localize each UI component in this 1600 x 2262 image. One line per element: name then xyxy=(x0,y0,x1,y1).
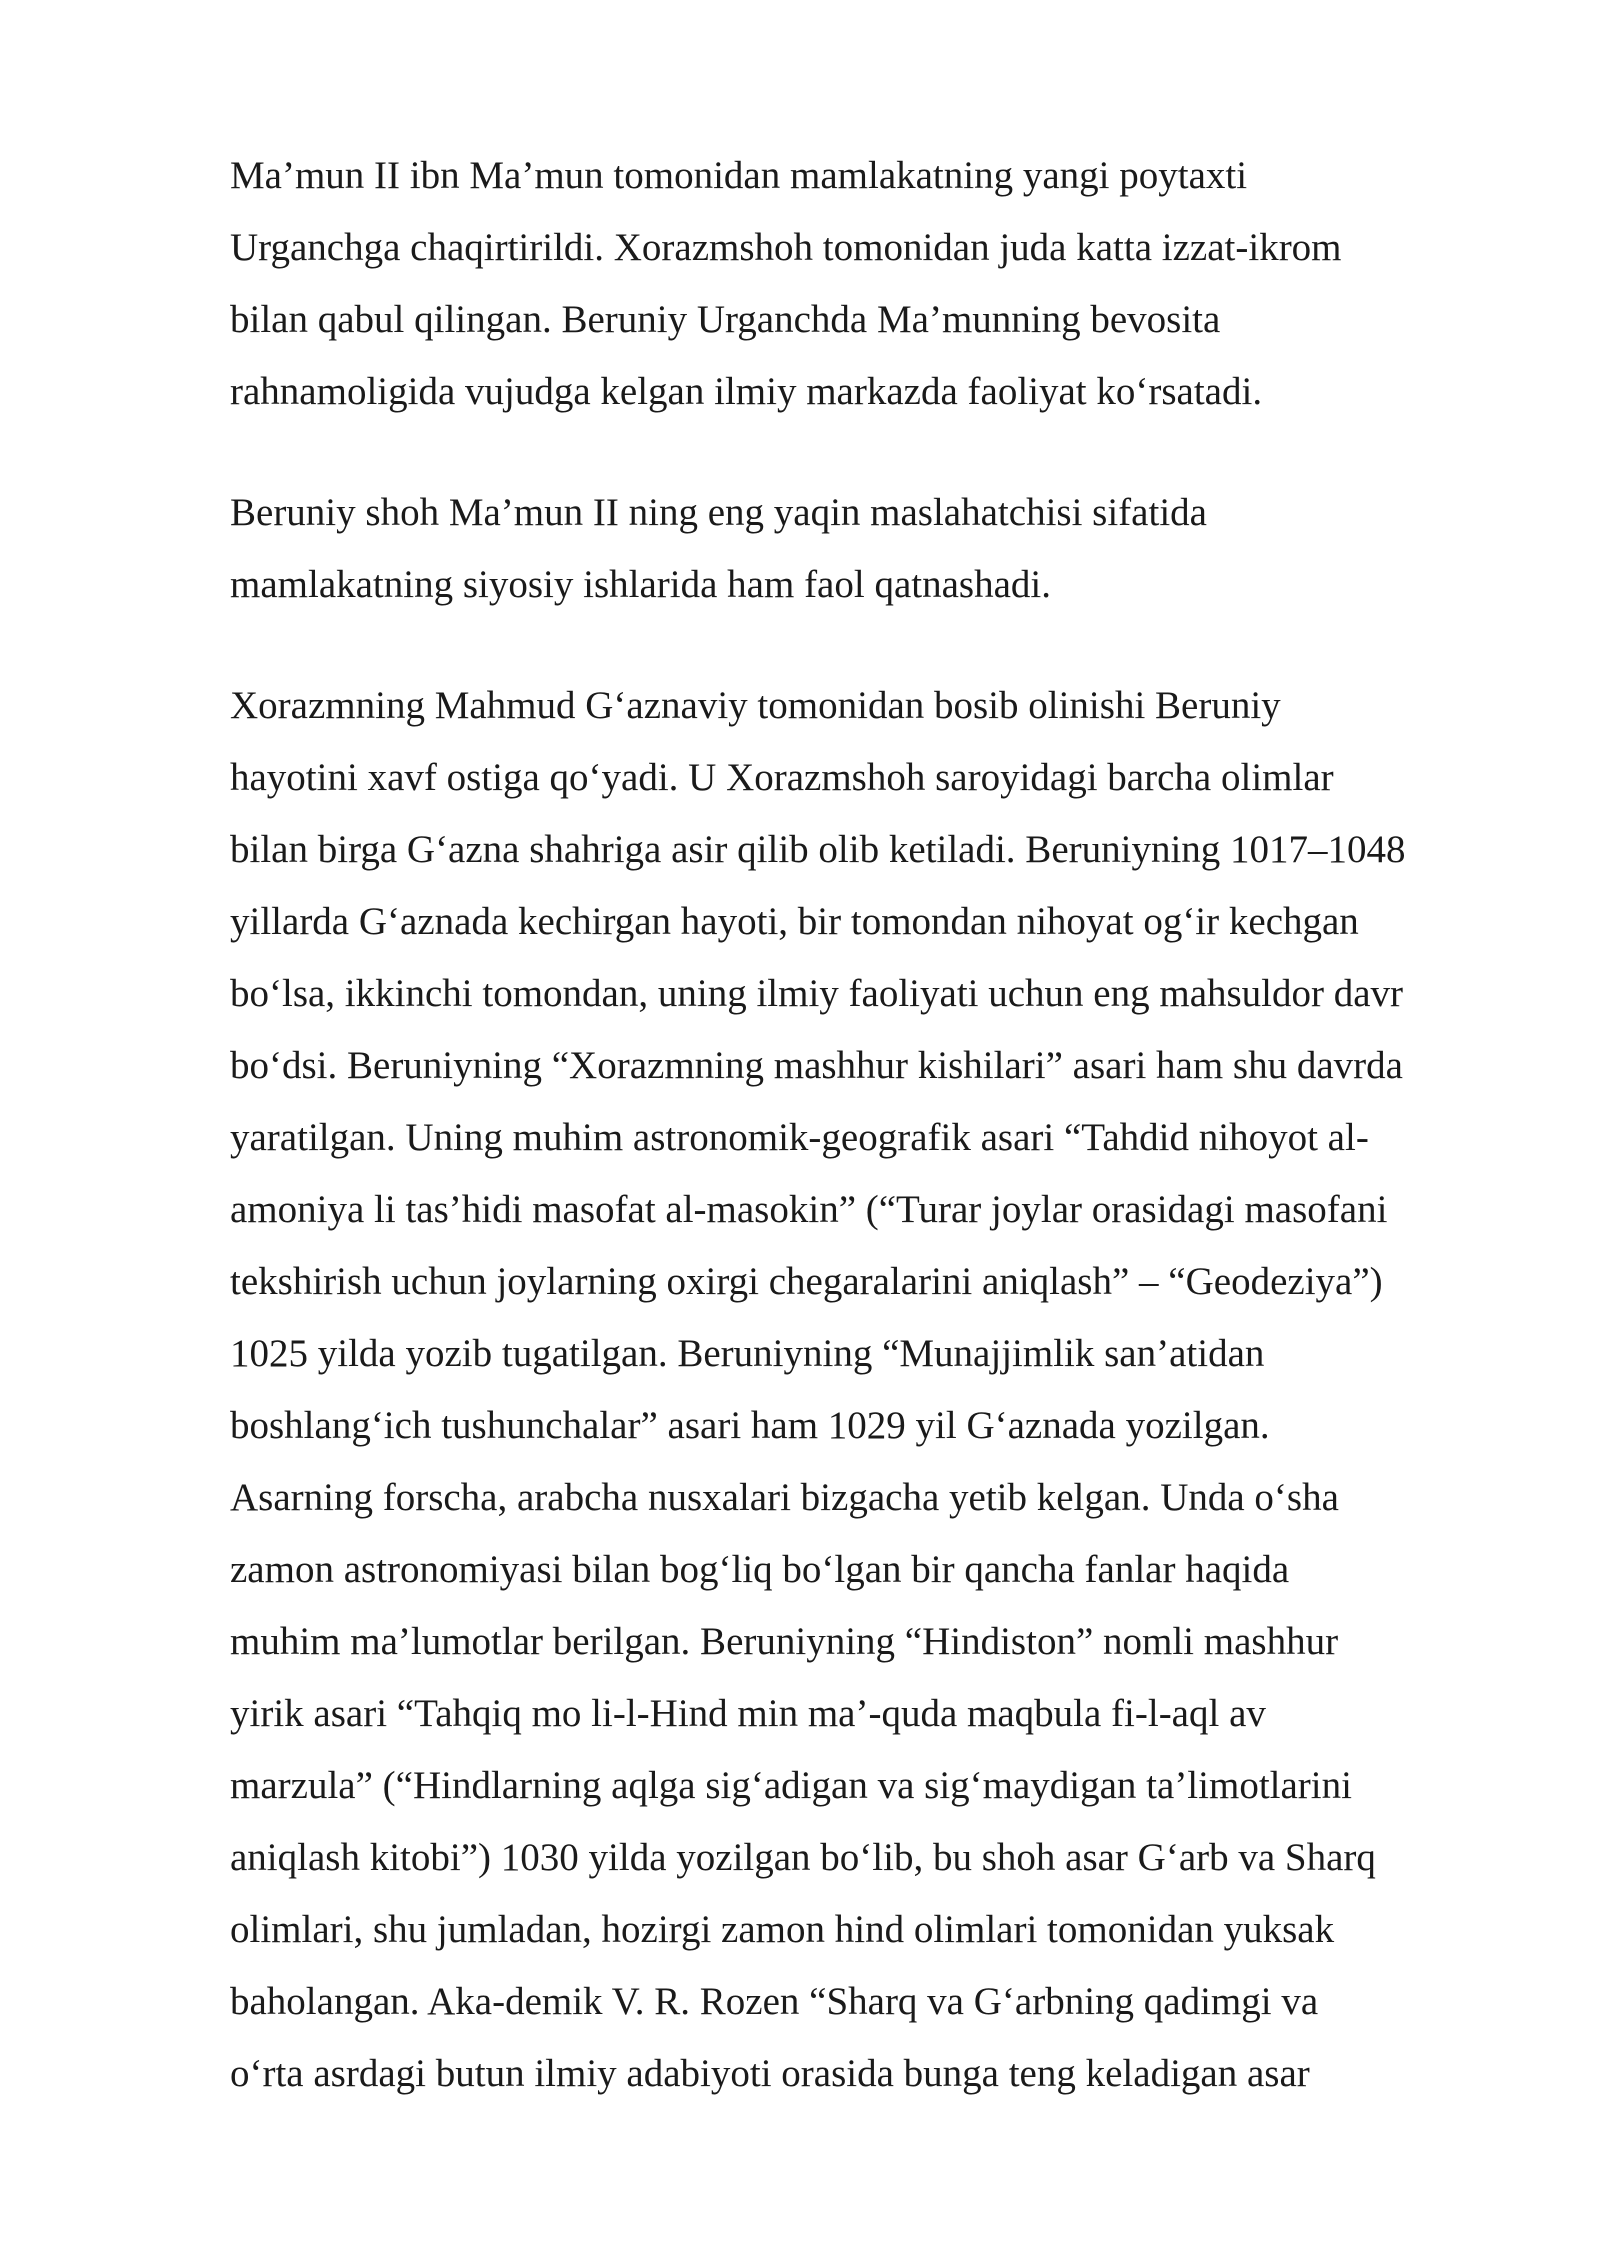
text-line: yillarda G‘aznada kechirgan hayoti, bir tomondan nihoyat og‘ir kechgan xyxy=(230,900,1359,943)
text-line: olimlari, shu jumladan, hozirgi zamon hind olimlari tomonidan yuksak xyxy=(230,1908,1335,1951)
text-line: baholangan. Aka-demik V. R. Rozen “Sharq va G‘arbning qadimgi va xyxy=(230,1980,1319,2023)
text-line: hayotini xavf ostiga qo‘yadi. U Xorazmshoh saroyidagi barcha olimlar xyxy=(230,756,1334,799)
text-line: bilan qabul qilingan. Beruniy Urganchda Ma’munning bevosita xyxy=(230,298,1221,341)
text-line: o‘rta asrdagi butun ilmiy adabiyoti orasida bunga teng keladigan asar xyxy=(230,2052,1310,2095)
text-line: Urganchga chaqirtirildi. Xorazmshoh tomonidan juda katta izzat-ikrom xyxy=(230,226,1342,269)
text-line: marzula” (“Hindlarning aqlga sig‘adigan va sig‘maydigan ta’limotlarini xyxy=(230,1764,1352,1807)
text-line: Ma’mun II ibn Ma’mun tomonidan mamlakatning yangi poytaxti xyxy=(230,154,1248,197)
text-line: tekshirish uchun joylarning oxirgi chegaralarini aniqlash” – “Geodeziya”) xyxy=(230,1260,1383,1303)
text-line: Beruniy shoh Ma’mun II ning eng yaqin maslahatchisi sifatida xyxy=(230,491,1207,534)
text-line: Asarning forscha, arabcha nusxalari bizgacha yetib kelgan. Unda o‘sha xyxy=(230,1476,1339,1519)
text-line: yirik asari “Tahqiq mo li-l-Hind min ma’-quda maqbula fi-l-aql av xyxy=(230,1692,1266,1735)
text-line: zamon astronomiyasi bilan bog‘liq bo‘lgan bir qancha fanlar haqida xyxy=(230,1548,1290,1591)
paragraph-2 xyxy=(230,477,1510,621)
document-page xyxy=(230,140,1510,2159)
text-line: bilan birga G‘azna shahriga asir qilib olib ketiladi. Beruniyning 1017–1048 xyxy=(230,828,1406,871)
text-line: Xorazmning Mahmud G‘aznaviy tomonidan bosib olinishi Beruniy xyxy=(230,684,1281,727)
text-line: rahnamoligida vujudga kelgan ilmiy markazda faoliyat ko‘rsatadi. xyxy=(230,370,1263,413)
text-line: amoniya li tas’hidi masofat al-masokin” (“Turar joylar orasidagi masofani xyxy=(230,1188,1388,1231)
text-line: mamlakatning siyosiy ishlarida ham faol qatnashadi. xyxy=(230,563,1051,606)
text-line: bo‘dsi. Beruniyning “Xorazmning mashhur kishilari” asari ham shu davrda xyxy=(230,1044,1403,1087)
text-line: aniqlash kitobi”) 1030 yilda yozilgan bo‘lib, bu shoh asar G‘arb va Sharq xyxy=(230,1836,1376,1879)
paragraph-1 xyxy=(230,140,1510,428)
text-line: boshlang‘ich tushunchalar” asari ham 1029 yil G‘aznada yozilgan. xyxy=(230,1404,1270,1447)
text-line: muhim ma’lumotlar berilgan. Beruniyning “Hindiston” nomli mashhur xyxy=(230,1620,1339,1663)
text-line: yaratilgan. Uning muhim astronomik-geografik asari “Tahdid nihoyot al- xyxy=(230,1116,1369,1159)
text-line: 1025 yilda yozib tugatilgan. Beruniyning “Munajjimlik san’atidan xyxy=(230,1332,1265,1375)
paragraph-3 xyxy=(230,670,1510,2110)
text-line: bo‘lsa, ikkinchi tomondan, uning ilmiy faoliyati uchun eng mahsuldor davr xyxy=(230,972,1404,1015)
